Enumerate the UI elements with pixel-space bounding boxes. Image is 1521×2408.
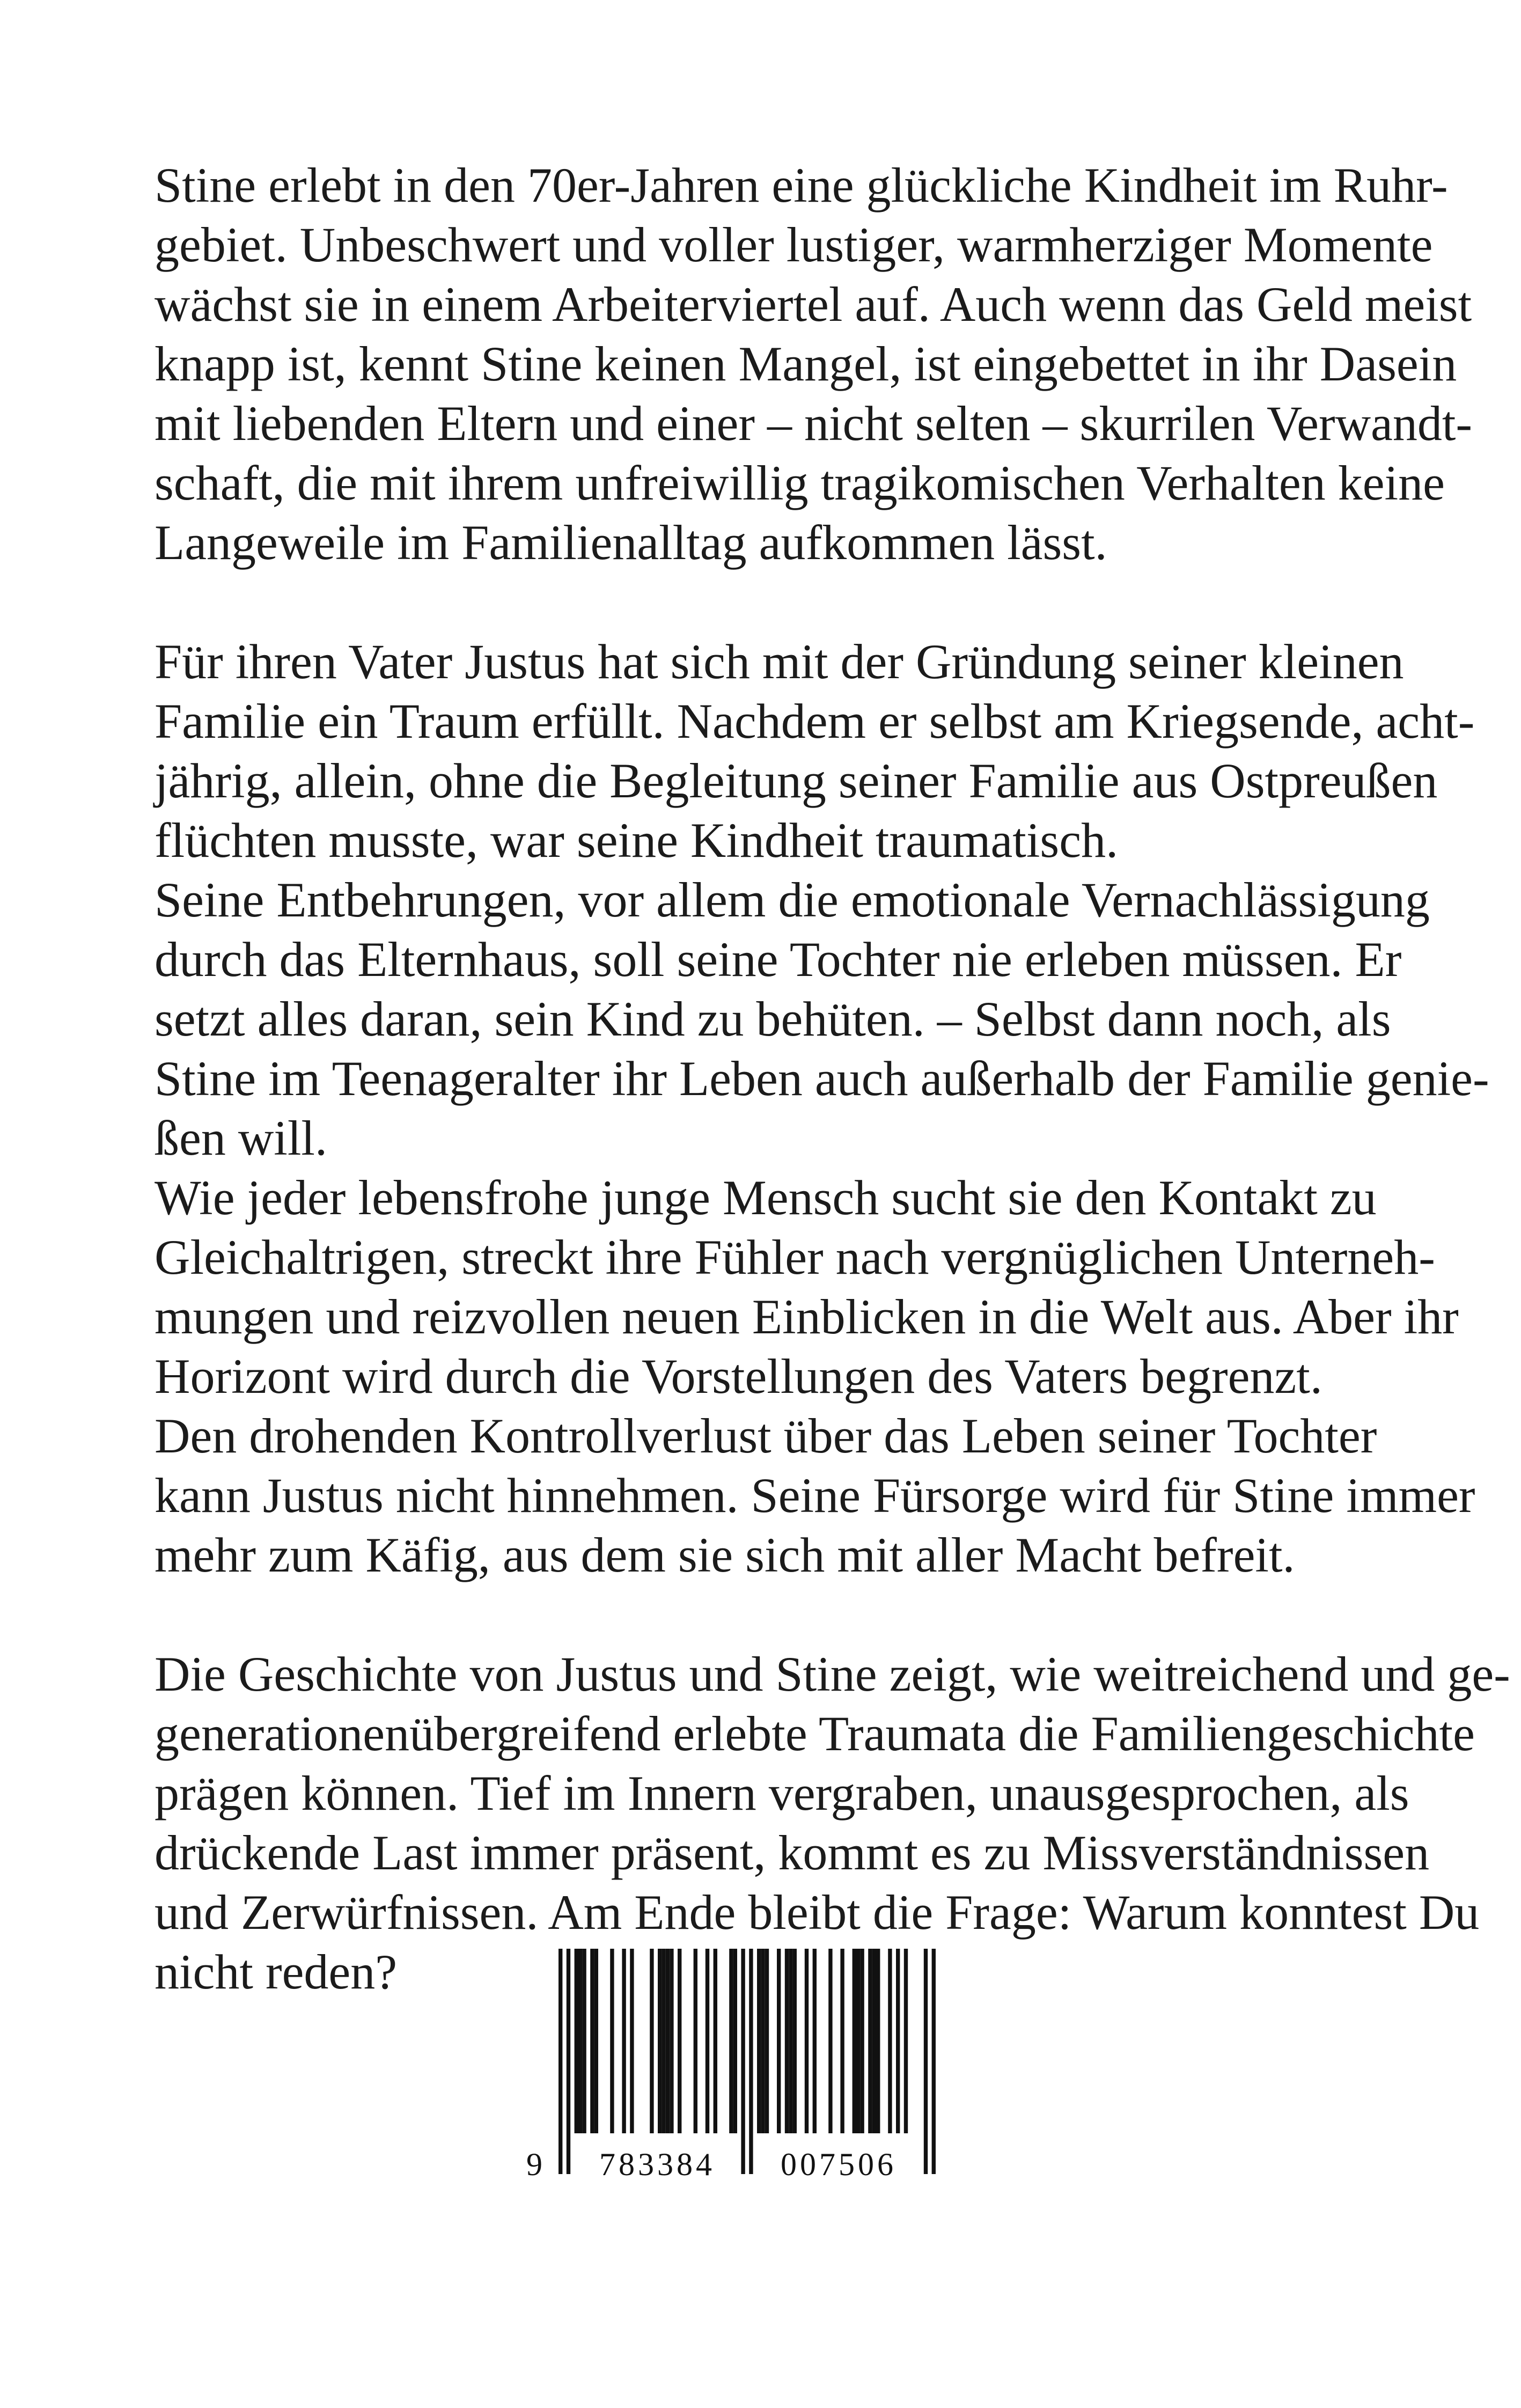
barcode-bar bbox=[575, 1949, 578, 2133]
text-line: Seine Entbehrungen, vor allem die emotionale Vernachlässigung bbox=[155, 872, 1430, 927]
barcode-bar bbox=[872, 1949, 876, 2133]
barcode-bar bbox=[666, 1949, 670, 2133]
barcode-bar bbox=[757, 1949, 761, 2133]
text-line: Für ihren Vater Justus hat sich mit der Gründung seiner kleinen bbox=[155, 634, 1404, 689]
barcode-bar bbox=[904, 1949, 908, 2133]
barcode-bars bbox=[559, 1949, 936, 2174]
barcode-bar bbox=[805, 1949, 809, 2133]
barcode-graphic bbox=[523, 1946, 968, 2192]
text-line: mit liebenden Eltern und einer – nicht selten – skurrilen Verwandt- bbox=[155, 396, 1473, 451]
barcode-bar bbox=[853, 1949, 856, 2133]
barcode-right-group: 007506 bbox=[781, 2147, 897, 2182]
text-line: mungen und reizvollen neuen Einblicken in die Welt aus. Aber ihr bbox=[155, 1289, 1459, 1344]
barcode-bar bbox=[729, 1949, 733, 2133]
barcode-bar bbox=[876, 1949, 880, 2133]
barcode-bar bbox=[860, 1949, 864, 2133]
text-line: Wie jeder lebensfrohe junge Mensch sucht sie den Kontakt zu bbox=[155, 1170, 1377, 1225]
barcode-first-digit: 9 bbox=[526, 2147, 542, 2182]
barcode-bar bbox=[856, 1949, 860, 2133]
text-line: ßen will. bbox=[155, 1111, 327, 1165]
barcode-bar bbox=[610, 1949, 614, 2133]
text-line: nicht reden? bbox=[155, 1944, 398, 1999]
barcode-bar bbox=[888, 1949, 892, 2133]
barcode-guard-bar bbox=[932, 1949, 936, 2174]
text-line: Den drohenden Kontrollverlust über das Leben seiner Tochter bbox=[155, 1408, 1377, 1463]
barcode-bar bbox=[761, 1949, 765, 2133]
text-line: Stine im Teenageralter ihr Leben auch außerhalb der Familie genie- bbox=[155, 1051, 1489, 1106]
paragraph-2 bbox=[155, 632, 1489, 1585]
text-line: schaft, die mit ihrem unfreiwillig tragikomischen Verhalten keine bbox=[155, 456, 1445, 510]
paragraph-1 bbox=[155, 156, 1473, 572]
text-line: prägen können. Tief im Innern vergraben, unausgesprochen, als bbox=[155, 1766, 1409, 1820]
text-line: gebiet. Unbeschwert und voller lustiger, warmherziger Momente bbox=[155, 217, 1433, 272]
barcode-bar bbox=[658, 1949, 662, 2133]
text-line: Familie ein Traum erfüllt. Nachdem er selbst am Kriegsende, acht- bbox=[155, 694, 1475, 748]
text-line: durch das Elternhaus, soll seine Tochter nie erleben müssen. Er bbox=[155, 932, 1402, 987]
text-line: jährig, allein, ohne die Begleitung seiner Familie aus Ostpreußen bbox=[155, 753, 1438, 808]
barcode-guard-bar bbox=[567, 1949, 570, 2174]
barcode-bar bbox=[777, 1949, 781, 2133]
barcode-bar bbox=[828, 1949, 832, 2133]
text-line: Langeweile im Familienalltag aufkommen lässt. bbox=[155, 515, 1107, 570]
text-line: Gleichaltrigen, streckt ihre Fühler nach vergnüglichen Unterneh- bbox=[155, 1230, 1435, 1284]
barcode-bar bbox=[622, 1949, 626, 2133]
text-line: setzt alles daran, sein Kind zu behüten. – Selbst dann noch, als bbox=[155, 992, 1391, 1046]
barcode-bar bbox=[733, 1949, 737, 2133]
barcode-bar bbox=[813, 1949, 817, 2133]
barcode-bar bbox=[678, 1949, 681, 2133]
barcode-bar bbox=[662, 1949, 665, 2133]
barcode-bar bbox=[765, 1949, 769, 2133]
text-line: Stine erlebt in den 70er-Jahren eine glückliche Kindheit im Ruhr- bbox=[155, 158, 1448, 212]
barcode-bar bbox=[785, 1949, 789, 2133]
barcode-bar bbox=[650, 1949, 653, 2133]
barcode-bar bbox=[714, 1949, 717, 2133]
text-line: flüchten musste, war seine Kindheit traumatisch. bbox=[155, 813, 1119, 868]
text-line: und Zerwürfnissen. Am Ende bleibt die Frage: Warum konntest Du bbox=[155, 1885, 1480, 1940]
barcode-bar bbox=[630, 1949, 634, 2133]
barcode-bar bbox=[868, 1949, 872, 2133]
text-line: knapp ist, kennt Stine keinen Mangel, ist eingebettet in ihr Dasein bbox=[155, 336, 1457, 391]
text-line: kann Justus nicht hinnehmen. Seine Fürsorge wird für Stine immer bbox=[155, 1468, 1475, 1523]
barcode-bar bbox=[896, 1949, 900, 2133]
barcode-bar bbox=[706, 1949, 709, 2133]
barcode-bar bbox=[594, 1949, 598, 2133]
text-line: generationenübergreifend erlebte Traumata die Familiengeschichte bbox=[155, 1706, 1475, 1761]
barcode-bar bbox=[789, 1949, 792, 2133]
barcode-guard-bar bbox=[559, 1949, 562, 2174]
barcode-left-group: 783384 bbox=[599, 2147, 715, 2182]
barcode-guard-bar bbox=[924, 1949, 928, 2174]
barcode-bar bbox=[578, 1949, 582, 2133]
barcode-bar bbox=[793, 1949, 797, 2133]
text-line: wächst sie in einem Arbeiterviertel auf. Auch wenn das Geld meist bbox=[155, 277, 1472, 332]
isbn-barcode bbox=[523, 1946, 968, 2192]
barcode-bar bbox=[590, 1949, 594, 2133]
barcode-bar bbox=[694, 1949, 697, 2133]
barcode-guard-bar bbox=[741, 1949, 745, 2174]
paragraph-gap bbox=[155, 572, 1249, 632]
barcode-bar bbox=[670, 1949, 673, 2133]
text-line: drückende Last immer präsent, kommt es zu Missverständnissen bbox=[155, 1825, 1430, 1880]
barcode-bar bbox=[582, 1949, 586, 2133]
text-line: Horizont wird durch die Vorstellungen des Vaters begrenzt. bbox=[155, 1349, 1322, 1404]
barcode-guard-bar bbox=[749, 1949, 753, 2174]
barcode-bar bbox=[840, 1949, 844, 2133]
text-line: Die Geschichte von Justus und Stine zeigt, wie weitreichend und ge- bbox=[155, 1647, 1510, 1701]
text-line: mehr zum Käfig, aus dem sie sich mit aller Macht befreit. bbox=[155, 1528, 1295, 1582]
blurb-text bbox=[155, 156, 1510, 2002]
paragraph-gap bbox=[155, 1585, 1249, 1645]
